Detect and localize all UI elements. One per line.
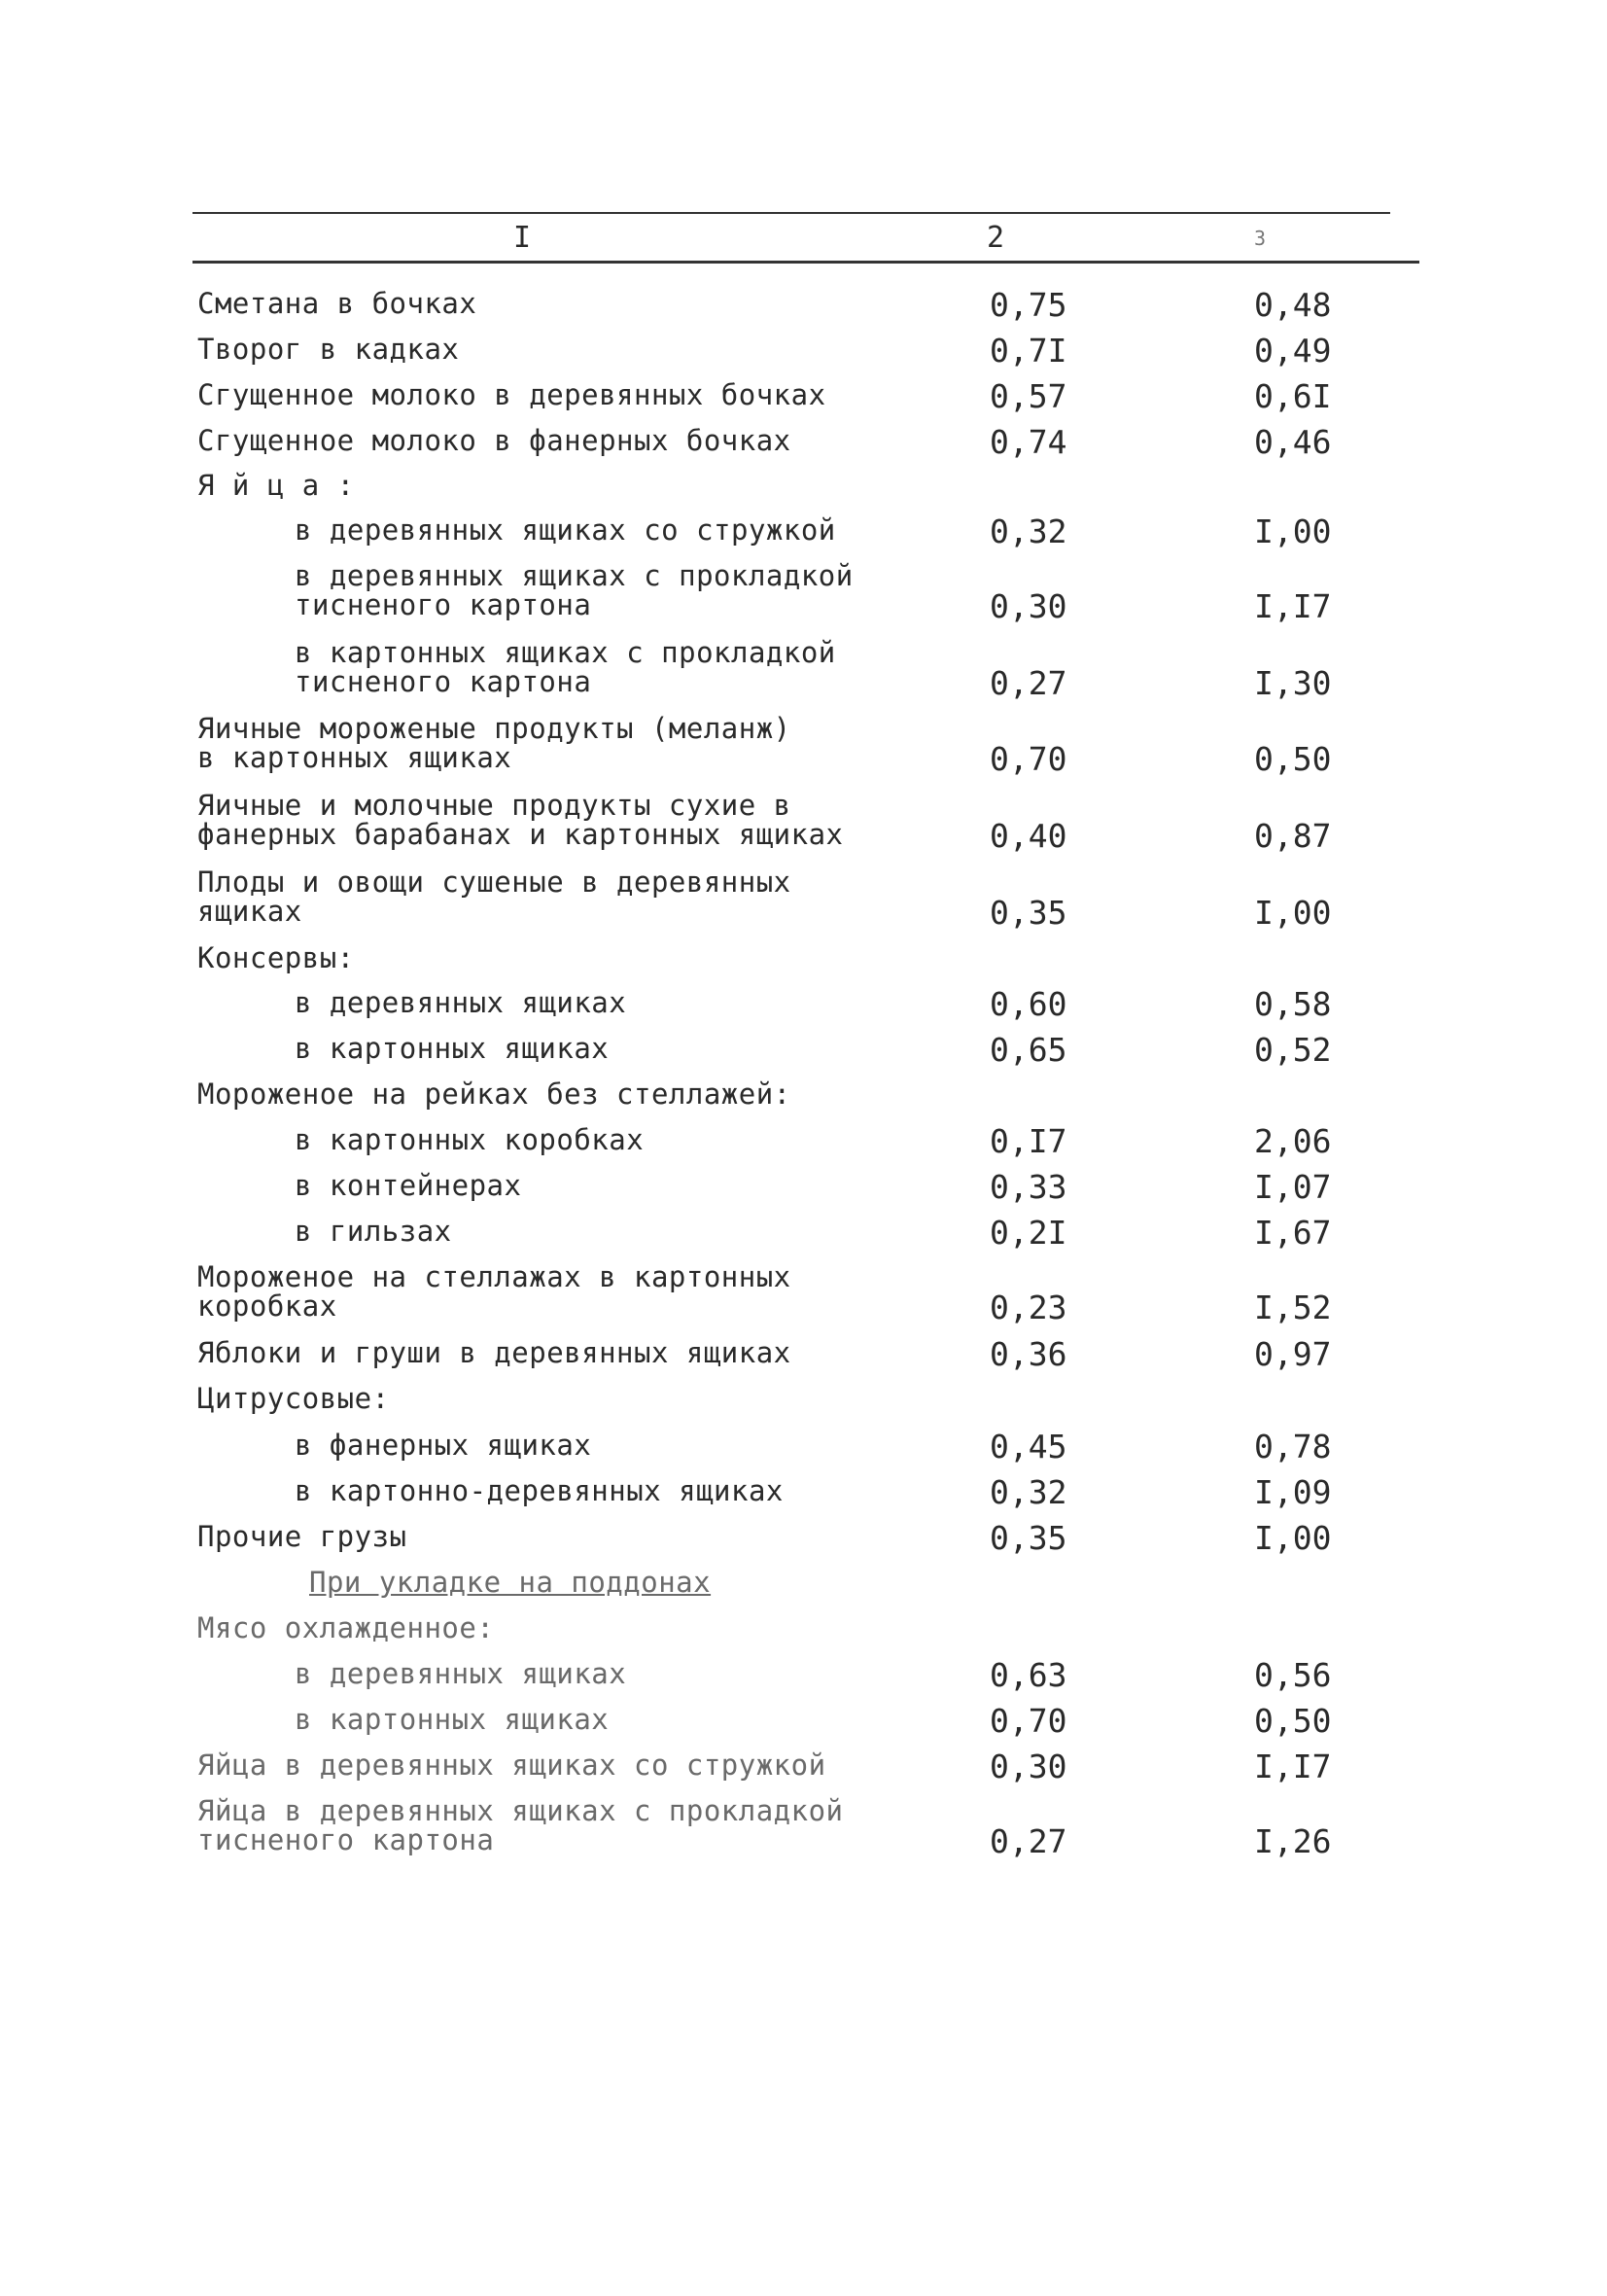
row-value-col3: 0,50 [1254,1702,1332,1740]
table-top-rule [192,212,1390,214]
row-label: в картонных ящиках [295,1703,610,1736]
row-value-col3: 0,56 [1254,1656,1332,1694]
row-value-col2: 0,30 [990,587,1067,625]
row-value-col2: 0,30 [990,1748,1067,1785]
row-value-col2: 0,57 [990,377,1067,415]
row-label: в деревянных ящиках [295,1657,627,1690]
row-value-col2: 0,32 [990,512,1067,550]
row-label: Я й ц а : [197,469,355,502]
row-value-col3: 0,78 [1254,1428,1332,1466]
row-value-col3: 0,49 [1254,332,1332,370]
row-value-col3: 0,48 [1254,286,1332,324]
row-value-col2: 0,74 [990,423,1067,461]
row-value-col2: 0,36 [990,1335,1067,1373]
row-label: Творог в кадках [197,333,460,366]
row-label: Яйца в деревянных ящиках со стружкой [197,1748,826,1782]
row-label: Мороженое на стеллажах в картонных коробках [197,1260,791,1323]
row-label: Яблоки и груши в деревянных ящиках [197,1336,791,1369]
row-value-col2: 0,27 [990,1822,1067,1860]
row-label: Цитрусовые: [197,1382,390,1415]
column-header-3: 3 [1254,227,1267,250]
column-header-2: 2 [987,221,1005,255]
row-label: в деревянных ящиках со стружкой [295,513,836,547]
row-value-col2: 0,40 [990,817,1067,855]
row-value-col2: 0,I7 [990,1122,1067,1160]
row-value-col2: 0,35 [990,1519,1067,1557]
row-value-col3: I,52 [1254,1289,1332,1326]
row-value-col2: 0,70 [990,1702,1067,1740]
row-label: в картонных коробках [295,1123,645,1156]
row-value-col2: 0,23 [990,1289,1067,1326]
row-value-col3: I,00 [1254,894,1332,932]
row-label: в фанерных ящиках [295,1429,592,1462]
row-value-col3: I,I7 [1254,587,1332,625]
row-value-col2: 0,32 [990,1473,1067,1511]
row-label: в гильзах [295,1215,452,1248]
row-label: в контейнерах [295,1169,522,1202]
row-label: Яичные мороженые продукты (меланж) в картонных ящиках [197,712,791,774]
row-value-col2: 0,75 [990,286,1067,324]
row-value-col2: 0,7I [990,332,1067,370]
row-value-col2: 0,70 [990,740,1067,778]
row-value-col3: I,67 [1254,1214,1332,1252]
row-label: в картонно-деревянных ящиках [295,1474,784,1507]
row-value-col3: 0,58 [1254,985,1332,1023]
row-value-col3: I,30 [1254,664,1332,702]
row-label: Мороженое на рейках без стеллажей: [197,1077,791,1111]
row-label: Сметана в бочках [197,287,477,320]
row-value-col2: 0,27 [990,664,1067,702]
row-label: в картонных ящиках с прокладкой тисненого картона [295,636,836,698]
row-label: Сгущенное молоко в деревянных бочках [197,378,826,411]
row-value-col3: 0,46 [1254,423,1332,461]
row-value-col3: 0,52 [1254,1031,1332,1069]
row-label: При укладке на поддонах [309,1566,712,1599]
row-value-col2: 0,2I [990,1214,1067,1252]
row-label: Плоды и овощи сушеные в деревянных ящиках [197,865,791,928]
row-label: в деревянных ящиках [295,986,627,1019]
row-label: Консервы: [197,941,355,974]
row-value-col3: I,09 [1254,1473,1332,1511]
row-value-col2: 0,65 [990,1031,1067,1069]
row-value-col3: 0,6I [1254,377,1332,415]
row-label: Прочие грузы [197,1520,407,1553]
row-value-col3: I,I7 [1254,1748,1332,1785]
table-header-rule [192,261,1419,264]
row-label: Яйца в деревянных ящиках с прокладкой тисненого картона [197,1794,844,1856]
row-value-col3: I,07 [1254,1168,1332,1206]
row-value-col2: 0,45 [990,1428,1067,1466]
row-value-col2: 0,35 [990,894,1067,932]
row-label: Мясо охлажденное: [197,1611,495,1644]
row-value-col3: I,00 [1254,1519,1332,1557]
row-value-col3: I,26 [1254,1822,1332,1860]
row-label: Сгущенное молоко в фанерных бочках [197,424,791,457]
row-value-col3: 0,97 [1254,1335,1332,1373]
row-label: Яичные и молочные продукты сухие в фанерных барабанах и картонных ящиках [197,789,844,851]
row-value-col2: 0,60 [990,985,1067,1023]
row-value-col3: 2,06 [1254,1122,1332,1160]
row-label: в картонных ящиках [295,1032,610,1065]
row-label: в деревянных ящиках с прокладкой тисненого картона [295,559,854,621]
row-value-col2: 0,33 [990,1168,1067,1206]
column-header-1: I [513,221,532,255]
row-value-col3: 0,50 [1254,740,1332,778]
row-value-col2: 0,63 [990,1656,1067,1694]
row-value-col3: 0,87 [1254,817,1332,855]
row-value-col3: I,00 [1254,512,1332,550]
